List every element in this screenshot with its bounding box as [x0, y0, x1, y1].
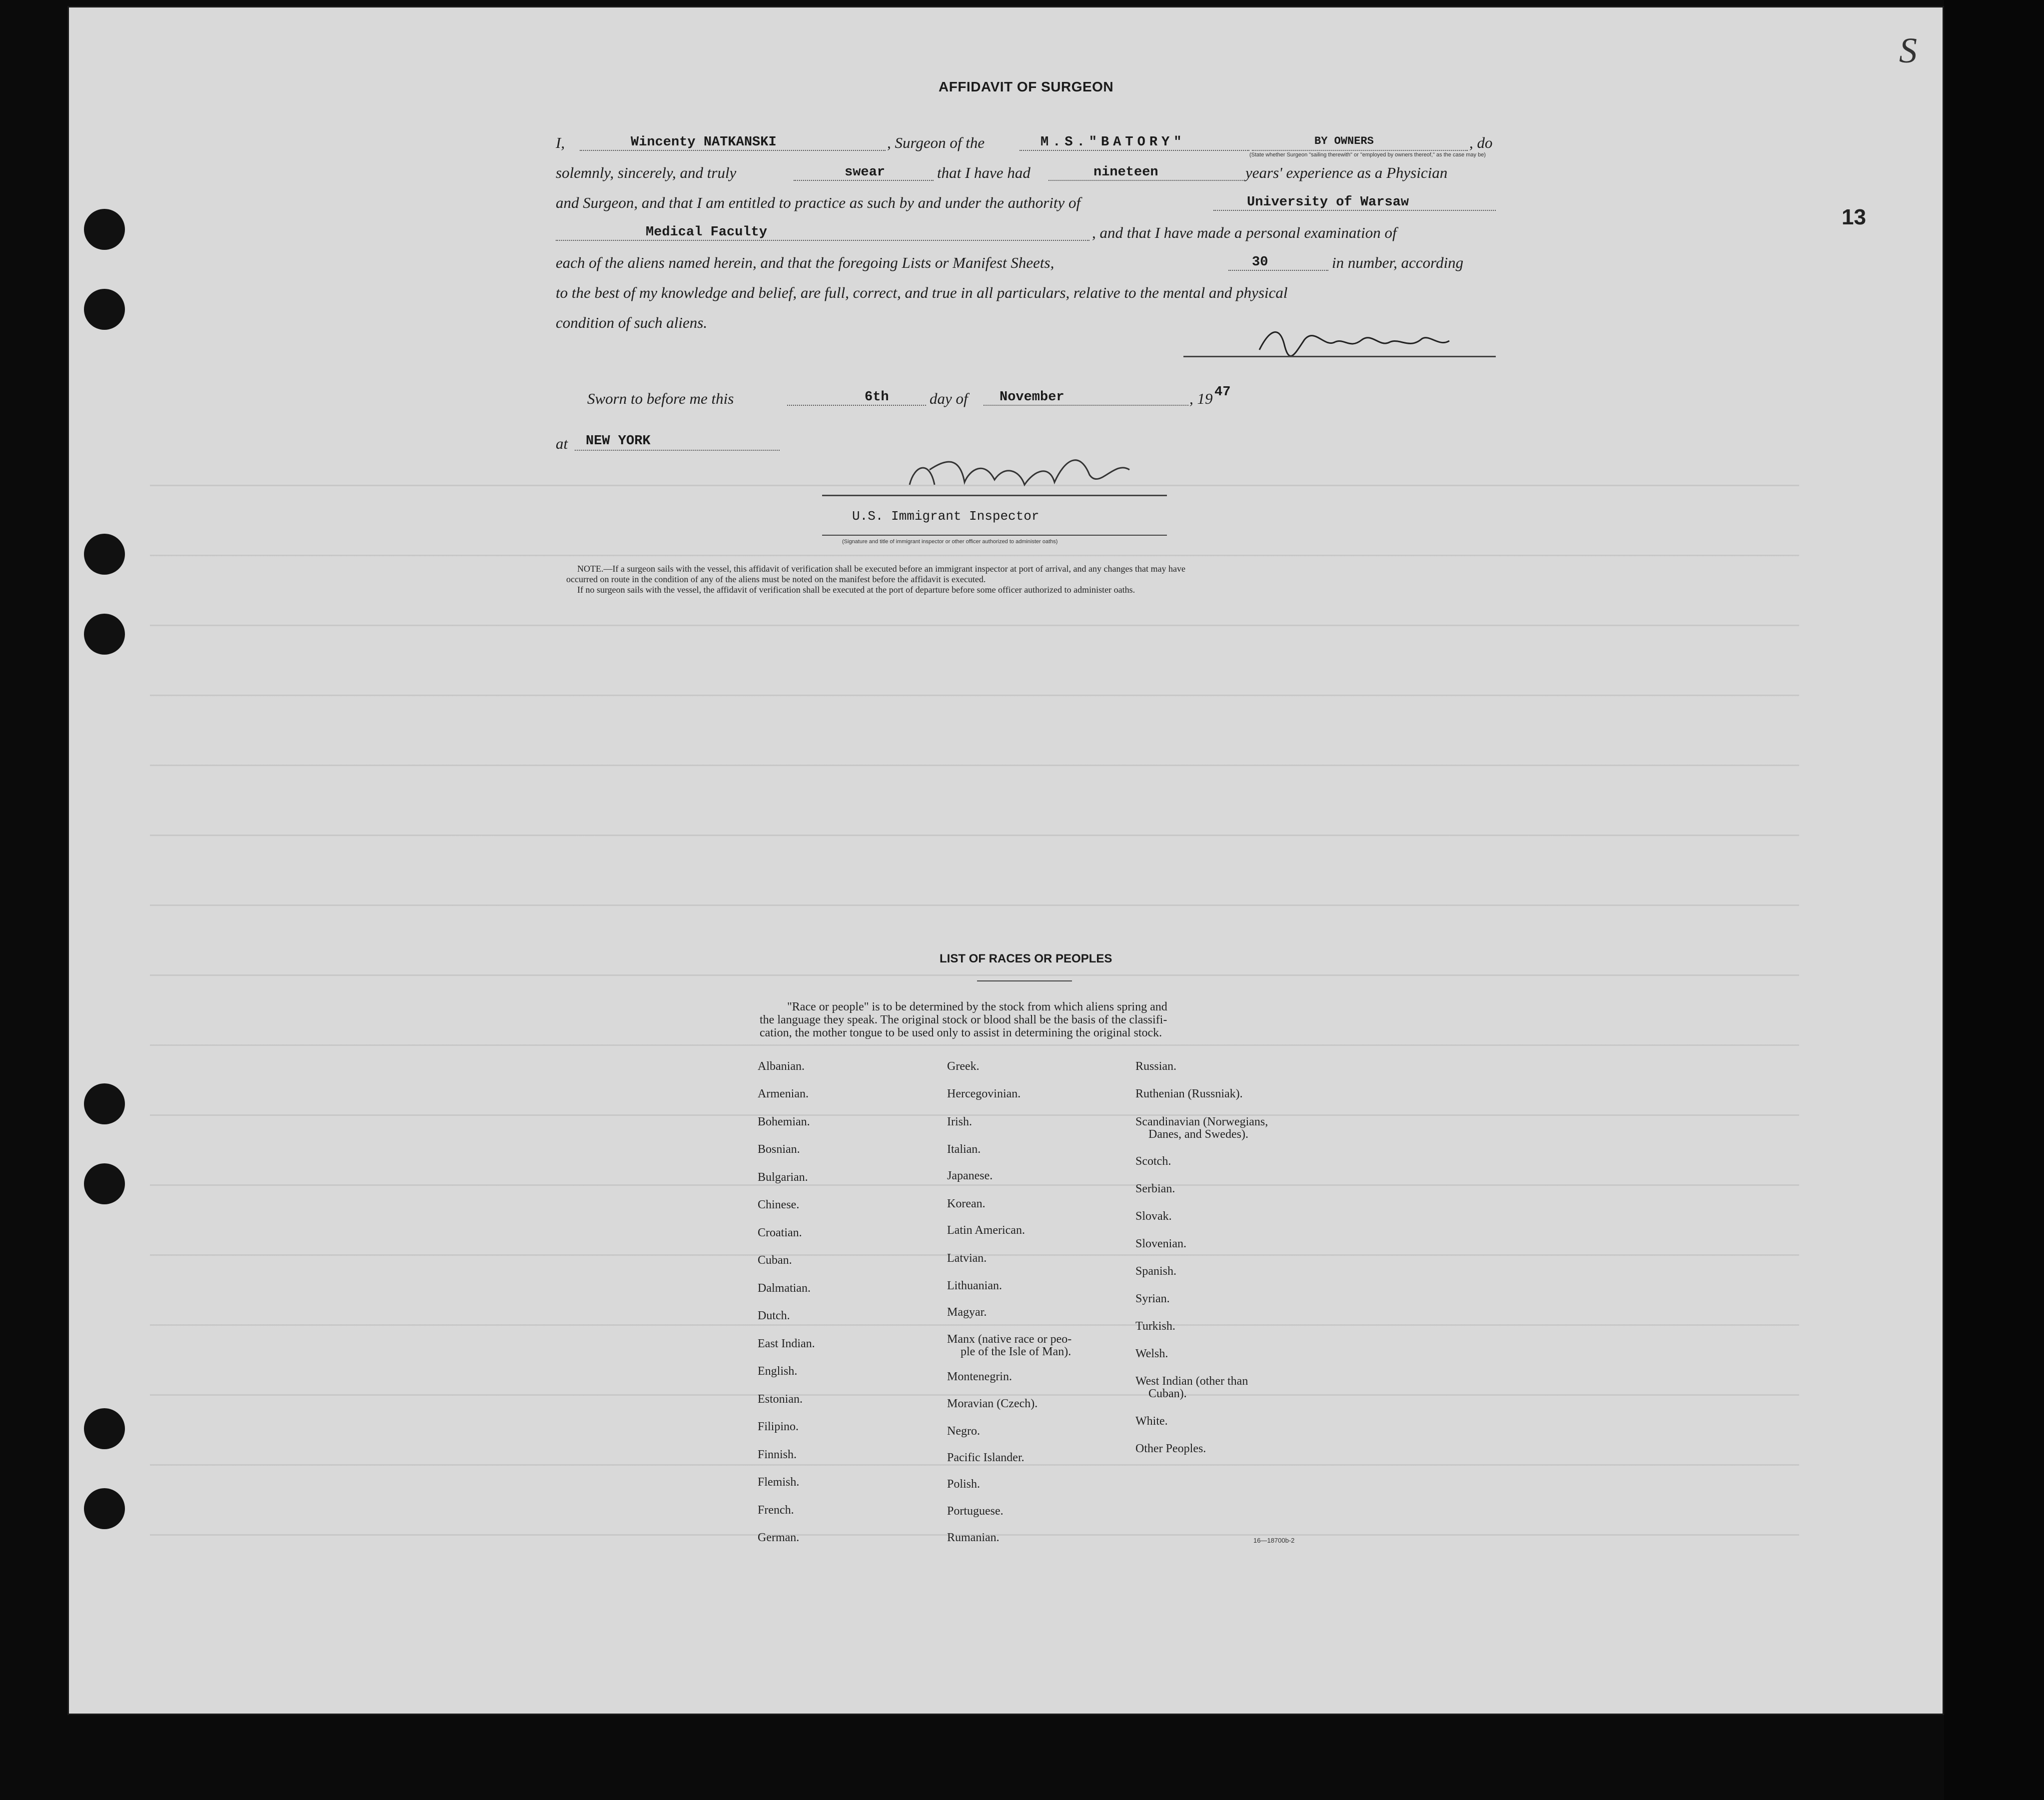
race-item: West Indian (other than	[1135, 1375, 1248, 1388]
surgeon-name: Wincenty NATKANSKI	[631, 135, 777, 150]
race-item: Albanian.	[758, 1060, 805, 1073]
race-item: Negro.	[947, 1425, 980, 1438]
authority-2: Medical Faculty	[646, 225, 768, 240]
fill-line	[1213, 210, 1496, 211]
fill-line	[787, 405, 926, 406]
punch-hole	[84, 209, 125, 250]
sworn-text: at	[556, 435, 568, 452]
race-item: Scandinavian (Norwegians,	[1135, 1115, 1268, 1128]
note-line: occurred on route in the condition of any of the aliens must be noted on the manifest before the affidavit is executed.	[566, 574, 986, 584]
employed-by: BY OWNERS	[1314, 135, 1374, 147]
note-paragraph	[566, 564, 1507, 595]
inspector-title: U.S. Immigrant Inspector	[852, 509, 1039, 524]
races-intro	[760, 1000, 1309, 1039]
affidavit-text: that I have had	[937, 164, 1030, 181]
oath-type: swear	[845, 165, 886, 180]
fill-line	[1228, 270, 1328, 271]
fill-line	[794, 180, 934, 181]
race-item: Bohemian.	[758, 1115, 810, 1128]
punch-hole	[84, 534, 125, 575]
affidavit-text: and Surgeon, and that I am entitled to practice as such by and under the authority of	[556, 194, 1081, 211]
race-item: Croatian.	[758, 1226, 802, 1239]
sworn-text: , 19	[1189, 390, 1213, 407]
race-item: East Indian.	[758, 1337, 815, 1350]
race-item: Cuban).	[1148, 1387, 1187, 1400]
race-item: Moravian (Czech).	[947, 1397, 1038, 1410]
inspector-signature	[900, 440, 1139, 500]
race-item: White.	[1135, 1415, 1168, 1428]
race-item: ple of the Isle of Man).	[961, 1345, 1071, 1358]
affidavit-text: , Surgeon of the	[887, 134, 985, 151]
title-underline	[977, 980, 1072, 981]
race-item: Filipino.	[758, 1420, 799, 1433]
affidavit-text: , and that I have made a personal examination of	[1092, 224, 1397, 241]
sworn-text: Sworn to before me this	[587, 390, 734, 407]
race-item: Slovenian.	[1135, 1237, 1186, 1250]
race-item: Korean.	[947, 1197, 986, 1210]
race-item: Latin American.	[947, 1224, 1025, 1237]
note-line: If no surgeon sails with the vessel, the affidavit of verification shall be executed at the port of departure before some officer authorized to administer oaths.	[577, 585, 1135, 595]
fill-line	[580, 150, 886, 151]
punch-hole	[84, 289, 125, 330]
affidavit-text: years' experience as a Physician	[1245, 164, 1448, 181]
race-item: Slovak.	[1135, 1210, 1172, 1223]
affidavit-text: to the best of my knowledge and belief, are full, correct, and true in all particulars, relative to the mental and physical	[556, 284, 1288, 301]
race-item: English.	[758, 1365, 798, 1378]
race-item: Japanese.	[947, 1169, 993, 1182]
signature-line	[1183, 356, 1496, 357]
race-item: Estonian.	[758, 1393, 803, 1406]
affidavit-text: solemnly, sincerely, and truly	[556, 164, 737, 181]
race-item: Russian.	[1135, 1060, 1177, 1073]
race-item: Bulgarian.	[758, 1171, 808, 1184]
punch-hole	[84, 1163, 125, 1204]
affidavit-text: each of the aliens named herein, and that the foregoing Lists or Manifest Sheets,	[556, 254, 1054, 271]
caption-line	[822, 535, 1167, 536]
fill-line	[1048, 180, 1243, 181]
race-item: Hercegovinian.	[947, 1087, 1021, 1100]
sworn-text: day of	[930, 390, 968, 407]
vessel-name: M.S."BATORY"	[1040, 135, 1186, 150]
inspector-caption: (Signature and title of immigrant inspector or other officer authorized to administer oaths)	[842, 539, 1058, 545]
sheet-count: 30	[1252, 255, 1268, 270]
scan-border	[1944, 0, 2044, 1800]
race-item: French.	[758, 1504, 794, 1517]
fill-line	[575, 450, 780, 451]
race-item: Other Peoples.	[1135, 1442, 1206, 1455]
sworn-place: NEW YORK	[586, 434, 651, 449]
punch-hole	[84, 1083, 125, 1124]
race-item: Dalmatian.	[758, 1282, 811, 1295]
sworn-day: 6th	[865, 390, 889, 405]
intro-line: cation, the mother tongue to be used only to assist in determining the original stock.	[760, 1026, 1162, 1039]
race-item: Danes, and Swedes).	[1148, 1128, 1248, 1141]
note-line: NOTE.—If a surgeon sails with the vessel, this affidavit of verification shall be executed before an immigrant inspector at port of arrival, and any changes that may have	[577, 564, 1185, 574]
sheet-number: 13	[1842, 205, 1866, 229]
punch-hole	[84, 614, 125, 655]
race-item: Turkish.	[1135, 1320, 1175, 1333]
race-item: Polish.	[947, 1478, 981, 1491]
fill-line	[984, 405, 1188, 406]
sworn-month: November	[1000, 390, 1064, 405]
race-item: Irish.	[947, 1115, 972, 1128]
race-item: Lithuanian.	[947, 1279, 1002, 1292]
race-item: Armenian.	[758, 1087, 809, 1100]
affidavit-text: , do	[1469, 134, 1493, 151]
race-item: Spanish.	[1135, 1265, 1177, 1278]
race-item: Serbian.	[1135, 1182, 1175, 1195]
affidavit-text: in number, according	[1332, 254, 1464, 271]
race-item: Manx (native race or peo-	[947, 1333, 1072, 1346]
races-title: LIST OF RACES OR PEOPLES	[940, 952, 1112, 965]
race-item: Ruthenian (Russniak).	[1135, 1087, 1243, 1100]
fill-line	[1252, 150, 1468, 151]
race-item: Latvian.	[947, 1252, 987, 1265]
sworn-year: 47	[1214, 385, 1231, 400]
race-item: Greek.	[947, 1060, 980, 1073]
race-item: Syrian.	[1135, 1292, 1170, 1305]
race-item: Italian.	[947, 1143, 981, 1156]
page-title: AFFIDAVIT OF SURGEON	[939, 79, 1114, 94]
race-item: Montenegrin.	[947, 1370, 1012, 1383]
race-item: Dutch.	[758, 1309, 790, 1322]
intro-line: the language they speak. The original stock or blood shall be the basis of the classifi-	[760, 1013, 1167, 1026]
surgeon-signature	[1249, 320, 1459, 360]
punch-hole	[84, 1488, 125, 1529]
years-experience: nineteen	[1093, 165, 1158, 180]
race-item: Finnish.	[758, 1448, 797, 1461]
race-item: Rumanian.	[947, 1531, 1000, 1544]
race-item: German.	[758, 1531, 800, 1544]
fill-line	[556, 240, 1089, 241]
race-item: Welsh.	[1135, 1347, 1168, 1360]
affidavit-text: I,	[556, 134, 565, 151]
bleed-through-texture	[150, 450, 1799, 1549]
race-item: Cuban.	[758, 1254, 792, 1267]
employment-note: (State whether Surgeon "sailing therewith" or "employed by owners thereof," as the case may be)	[1249, 152, 1486, 158]
signature-line	[822, 495, 1167, 496]
race-item: Scotch.	[1135, 1155, 1171, 1168]
authority-1: University of Warsaw	[1247, 195, 1409, 210]
affidavit-text: condition of such aliens.	[556, 314, 708, 331]
race-item: Chinese.	[758, 1198, 800, 1211]
race-item: Magyar.	[947, 1306, 987, 1319]
race-item: Pacific Islander.	[947, 1451, 1024, 1464]
fill-line	[1020, 150, 1249, 151]
corner-mark: S	[1899, 30, 1917, 70]
race-item: Flemish.	[758, 1476, 800, 1489]
race-item: Bosnian.	[758, 1143, 800, 1156]
punch-hole	[84, 1408, 125, 1449]
intro-line: "Race or people" is to be determined by the stock from which aliens spring and	[787, 1000, 1167, 1013]
race-item: Portuguese.	[947, 1505, 1004, 1518]
form-code: 16—18700b-2	[1253, 1537, 1295, 1544]
